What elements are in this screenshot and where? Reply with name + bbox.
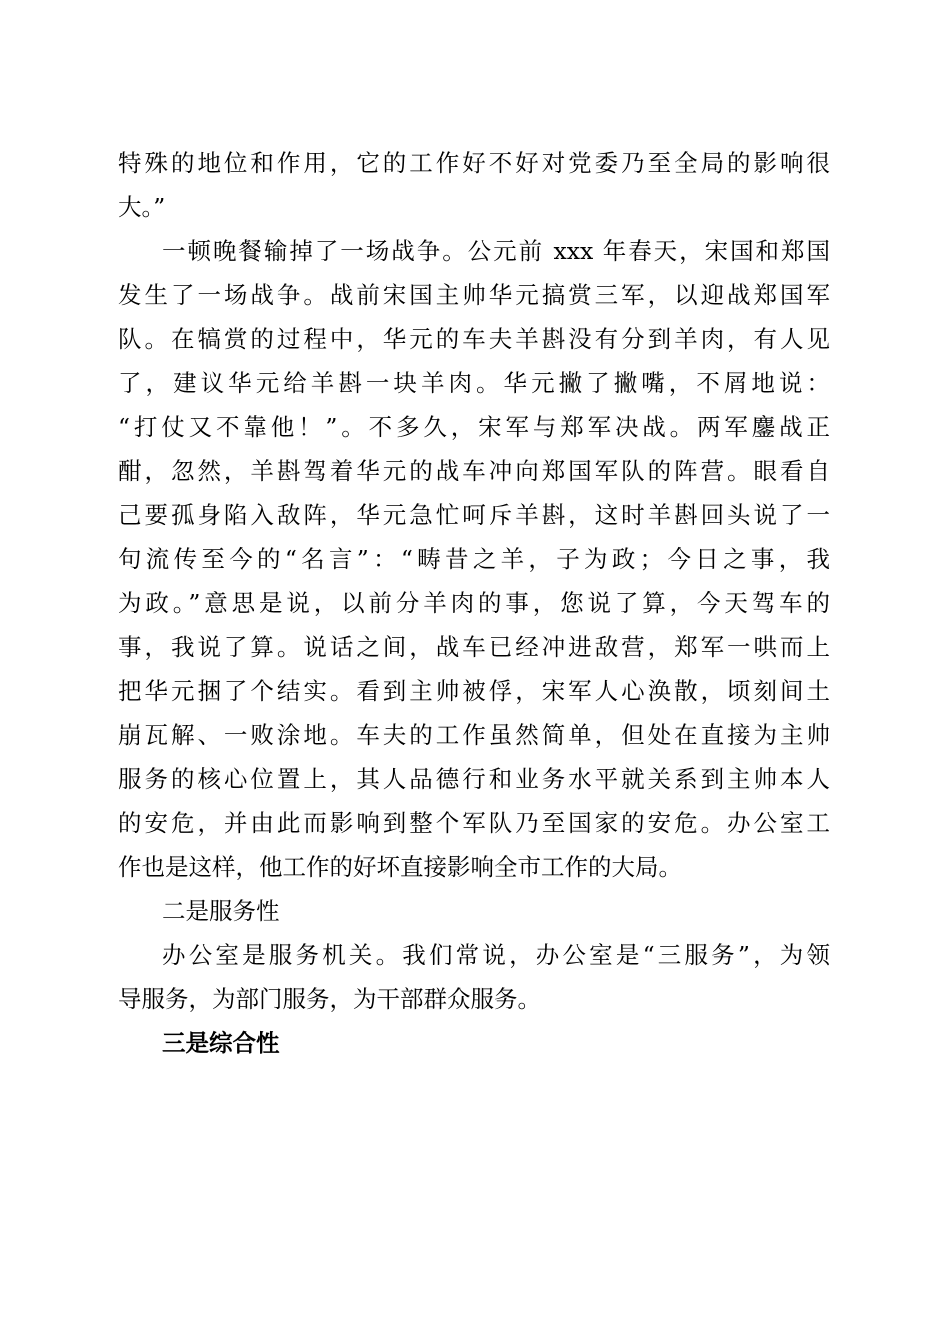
intro-line-2: 大。”: [118, 193, 166, 221]
section-heading-service: 二是服务性: [162, 897, 280, 925]
story-line-2: 发生了一场战争。战前宋国主帅华元搞赏三军，以迎战郑国军: [118, 281, 830, 309]
section-heading-comprehensive: 三是综合性: [162, 1029, 280, 1057]
story-line-4: 了，建议华元给羊斟一块羊肉。华元撇了撇嘴，不屑地说：: [118, 369, 830, 397]
service-line-1: 办公室是服务机关。我们常说，办公室是“三服务”，为领: [162, 941, 830, 969]
story-line-14: 的安危，并由此而影响到整个军队乃至国家的安危。办公室工: [118, 809, 830, 837]
story-line-11: 把华元捆了个结实。看到主帅被俘，宋军人心涣散，顷刻间土: [118, 677, 830, 705]
story-line-8: 句流传至今的“名言”：“畴昔之羊，子为政；今日之事，我: [118, 545, 830, 573]
story-line-7: 己要孤身陷入敌阵，华元急忙呵斥羊斟，这时羊斟回头说了一: [118, 501, 830, 529]
story-line-15: 作也是这样，他工作的好坏直接影响全市工作的大局。: [118, 853, 682, 881]
story-line-12: 崩瓦解、一败涂地。车夫的工作虽然简单，但处在直接为主帅: [118, 721, 830, 749]
story-line-13: 服务的核心位置上，其人品德行和业务水平就关系到主帅本人: [118, 765, 830, 793]
story-line-3: 队。在犒赏的过程中，华元的车夫羊斟没有分到羊肉，有人见: [118, 325, 830, 353]
story-line-1: 一顿晚餐输掉了一场战争。公元前 xxx 年春天，宋国和郑国: [162, 237, 830, 265]
story-line-6: 酣，忽然，羊斟驾着华元的战车冲向郑国军队的阵营。眼看自: [118, 457, 830, 485]
intro-line-1: 特殊的地位和作用，它的工作好不好对党委乃至全局的影响很: [118, 149, 830, 177]
story-line-5: “打仗又不靠他！”。不多久，宋军与郑军决战。两军鏖战正: [118, 413, 830, 441]
service-line-2: 导服务，为部门服务，为干部群众服务。: [118, 985, 541, 1013]
story-line-9: 为政。”意思是说，以前分羊肉的事，您说了算，今天驾车的: [118, 589, 830, 617]
story-line-10: 事，我说了算。说话之间，战车已经冲进敌营，郑军一哄而上: [118, 633, 830, 661]
